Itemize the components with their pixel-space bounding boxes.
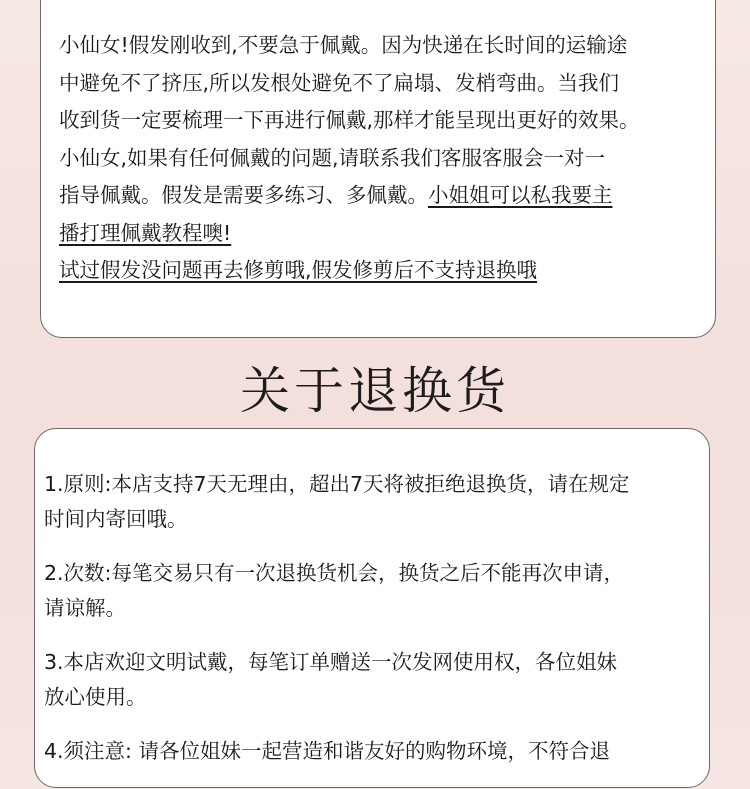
rule-2-line-1: 2.次数:每笔交易只有一次退换货机会，换货之后不能再次申请， [44,561,624,585]
rule-item-1 [44,467,699,536]
notice-line-5-underlined: 小姐姐可以私我要主 [428,183,613,207]
rule-3-line-1: 3.本店欢迎文明试戴，每笔订单赠送一次发网使用权，各位姐妹 [44,650,618,674]
rule-3-line-2: 放心使用。 [44,684,147,709]
notice-text [59,27,704,290]
notice-line-4: 小仙女,如果有任何佩戴的问题,请联系我们客服客服会一对一 [59,145,606,170]
rule-item-4 [44,734,699,769]
notice-line-6: 播打理佩戴教程噢! [59,220,232,245]
notice-line-5-plain: 指导佩戴。假发是需要多练习、多佩戴。 [59,183,428,207]
rule-1-line-1: 1.原则:本店支持7天无理由，超出7天将被拒绝退换货，请在规定 [44,472,630,496]
rule-4-line-1: 4.须注意: 请各位姐妹一起营造和谐友好的购物环境，不符合退 [44,739,610,763]
notice-line-1: 小仙女!假发刚收到,不要急于佩戴。因为快递在长时间的运输途 [59,33,628,57]
notice-line-3: 收到货一定要梳理一下再进行佩戴,那样才能呈现出更好的效果。 [59,108,640,132]
rule-1-line-2: 时间内寄回哦。 [44,506,188,531]
rule-2-line-2: 请谅解。 [44,595,126,620]
notice-line-5 [59,177,704,215]
rule-item-3 [44,645,699,714]
notice-line-7: 试过假发没问题再去修剪哦,假发修剪后不支持退换哦 [59,258,538,282]
rule-item-2 [44,556,699,625]
notice-line-2: 中避免不了挤压,所以发根处避免不了扁塌、发梢弯曲。当我们 [59,70,620,95]
rules-list [44,467,699,789]
rules-card [34,428,710,788]
notice-card [40,0,716,338]
section-title: 关于退换货 [240,362,510,420]
